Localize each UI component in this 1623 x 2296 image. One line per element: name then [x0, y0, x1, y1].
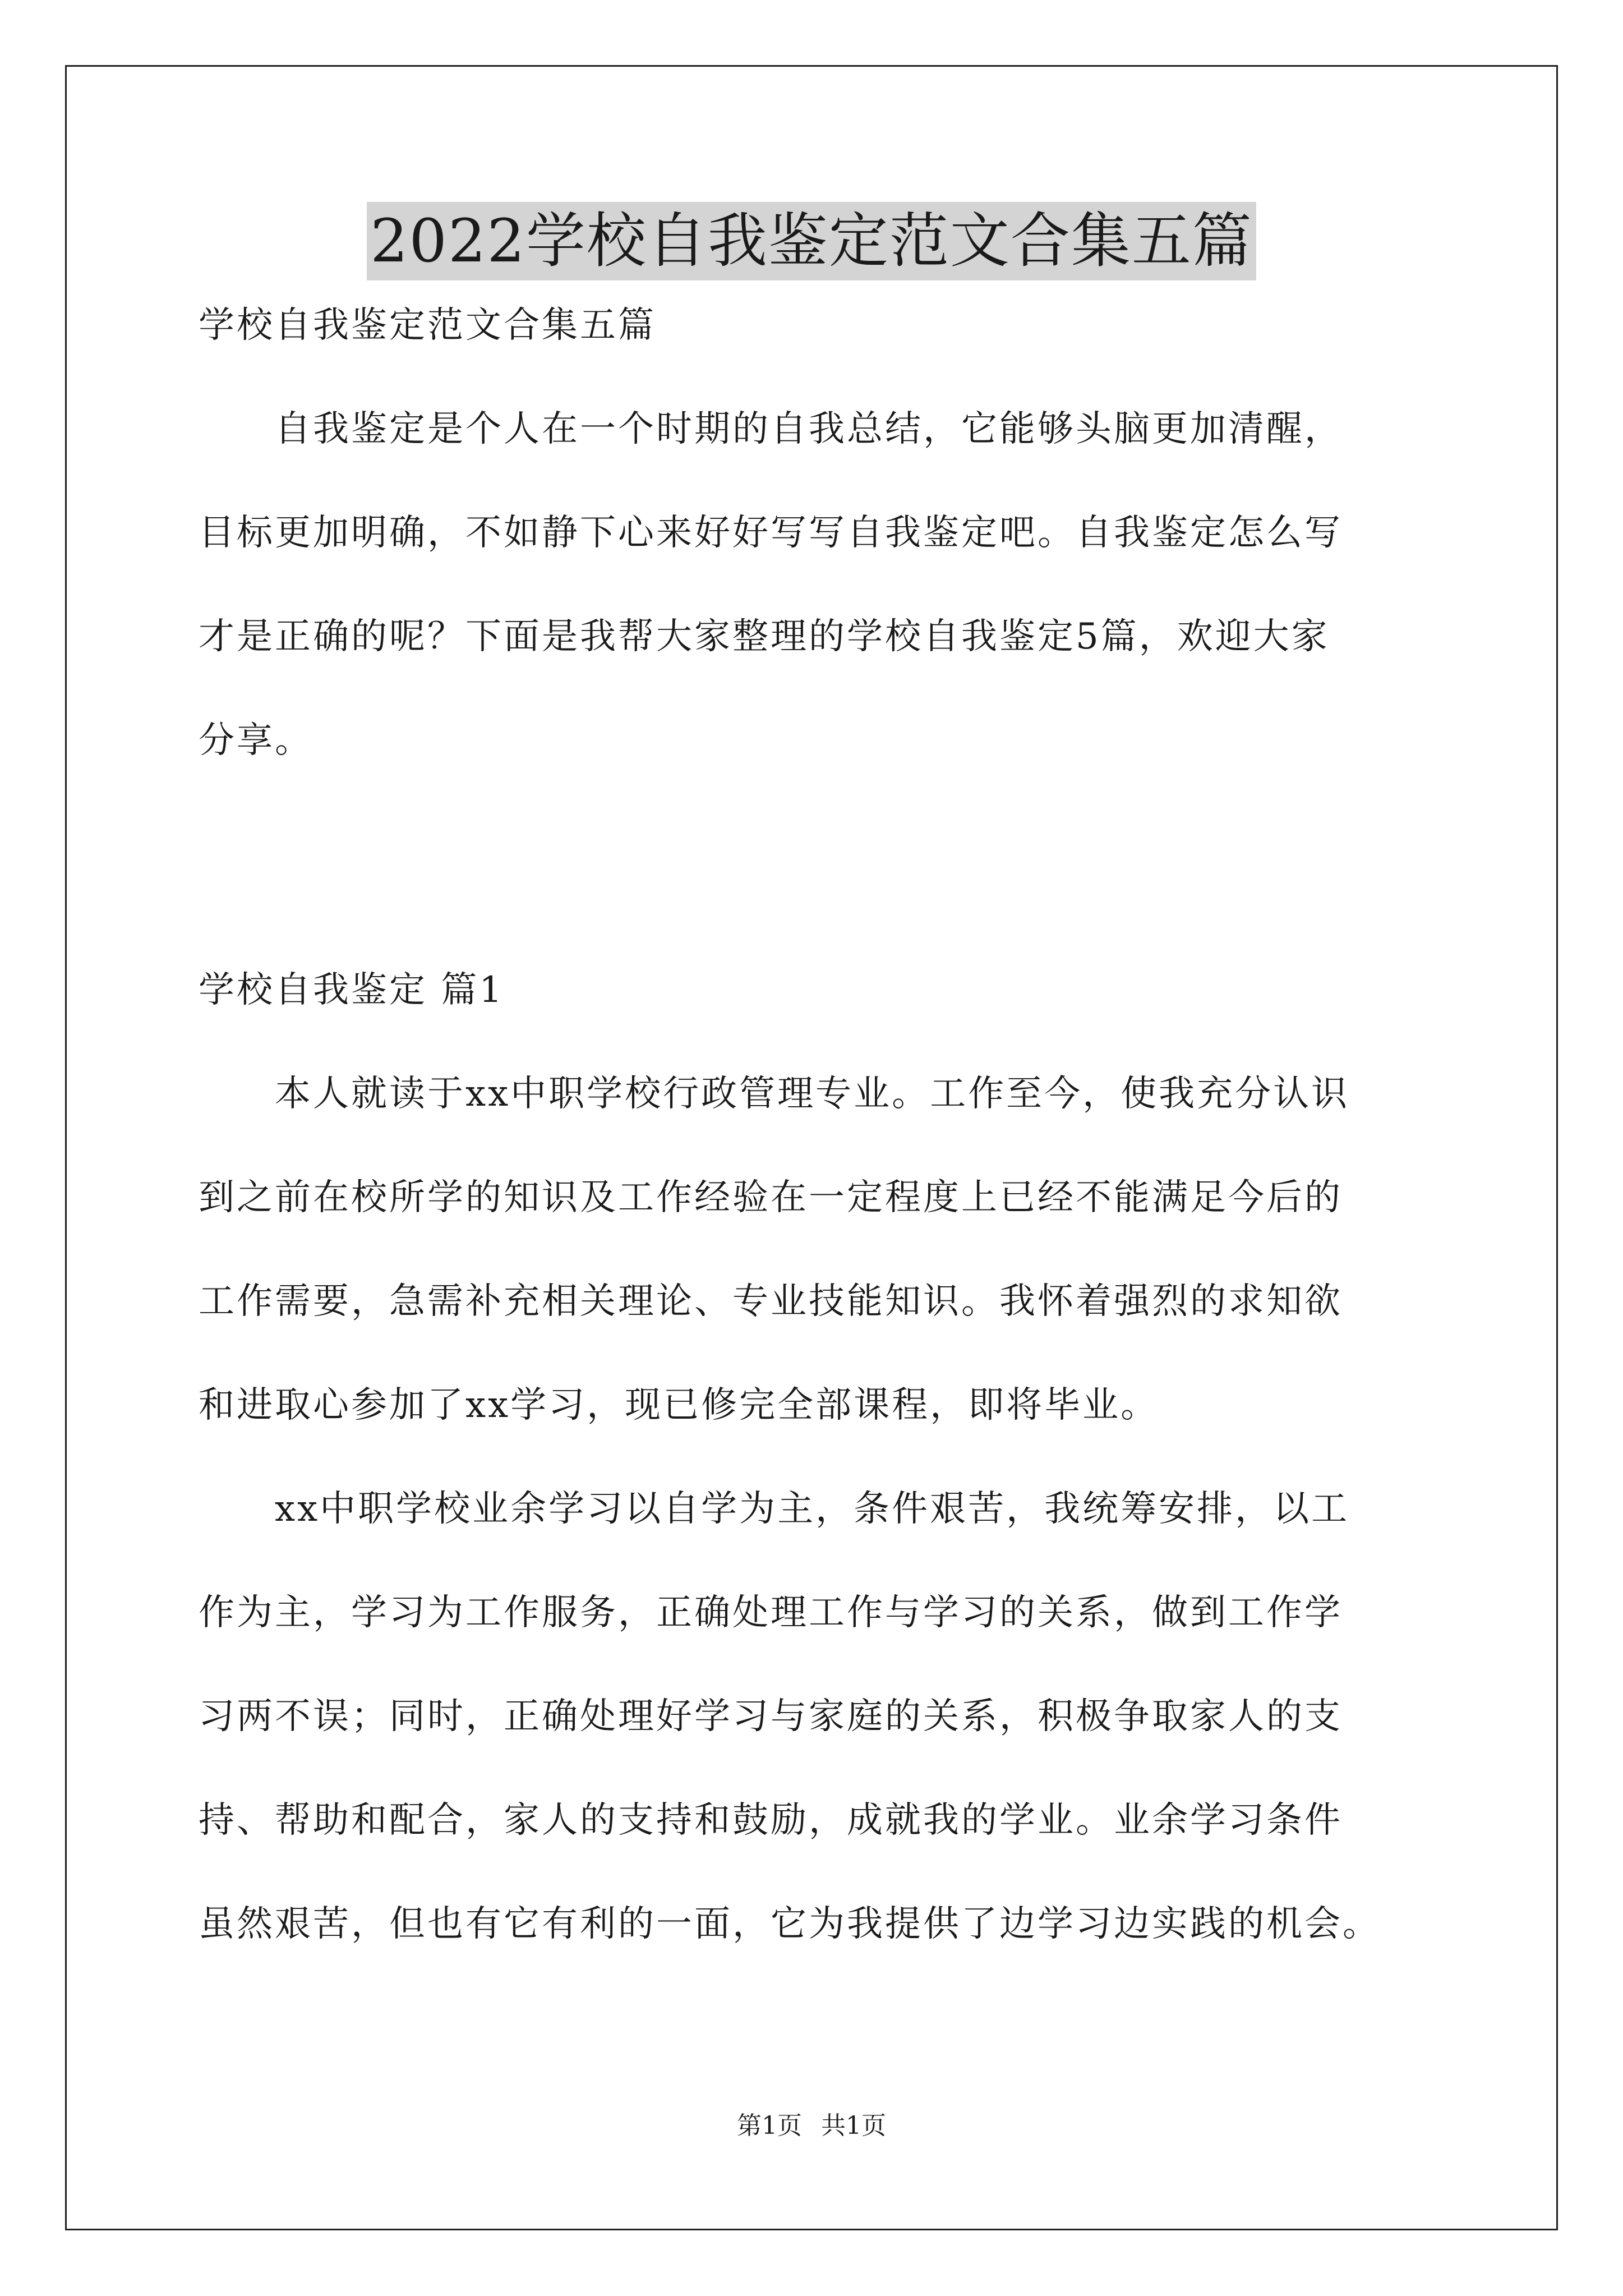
paragraph-line: 和进取心参加了xx学习，现已修完全部课程，即将毕业。 [199, 1384, 1159, 1426]
paragraph-line: 分享。 [199, 720, 313, 761]
paragraph-line: 习两不误；同时，正确处理好学习与家庭的关系，积极争取家人的支 [199, 1696, 1343, 1737]
paragraph-line: 本人就读于xx中职学校行政管理专业。工作至今，使我充分认识 [199, 1073, 1350, 1115]
paragraph-line: 才是正确的呢？下面是我帮大家整理的学校自我鉴定5篇，欢迎大家 [199, 616, 1330, 657]
page-total: 共1页 [821, 2111, 886, 2140]
paragraph-line: xx中职学校业余学习以自学为主，条件艰苦，我统筹安排，以工 [199, 1488, 1350, 1530]
paragraph-line: 自我鉴定是个人在一个时期的自我总结，它能够头脑更加清醒， [199, 408, 1343, 450]
document-title: 2022学校自我鉴定范文合集五篇 [367, 202, 1256, 280]
paragraph-line: 目标更加明确，不如静下心来好好写写自我鉴定吧。自我鉴定怎么写 [199, 512, 1343, 554]
paragraph-line: 持、帮助和配合，家人的支持和鼓励，成就我的学业。业余学习条件 [199, 1800, 1343, 1841]
subtitle-line: 学校自我鉴定范文合集五篇 [199, 305, 656, 346]
paragraph-line: 工作需要，急需补充相关理论、专业技能知识。我怀着强烈的求知欲 [199, 1281, 1343, 1322]
title-container [0, 202, 1623, 280]
page-footer [0, 2109, 1623, 2143]
section-heading: 学校自我鉴定 篇1 [199, 969, 505, 1011]
page-number: 第1页 [737, 2111, 802, 2140]
paragraph-line: 虽然艰苦，但也有它有利的一面，它为我提供了边学习边实践的机会。 [199, 1903, 1381, 1945]
paragraph-line: 作为主，学习为工作服务，正确处理工作与学习的关系，做到工作学 [199, 1592, 1343, 1634]
paragraph-line: 到之前在校所学的知识及工作经验在一定程度上已经不能满足今后的 [199, 1177, 1343, 1218]
